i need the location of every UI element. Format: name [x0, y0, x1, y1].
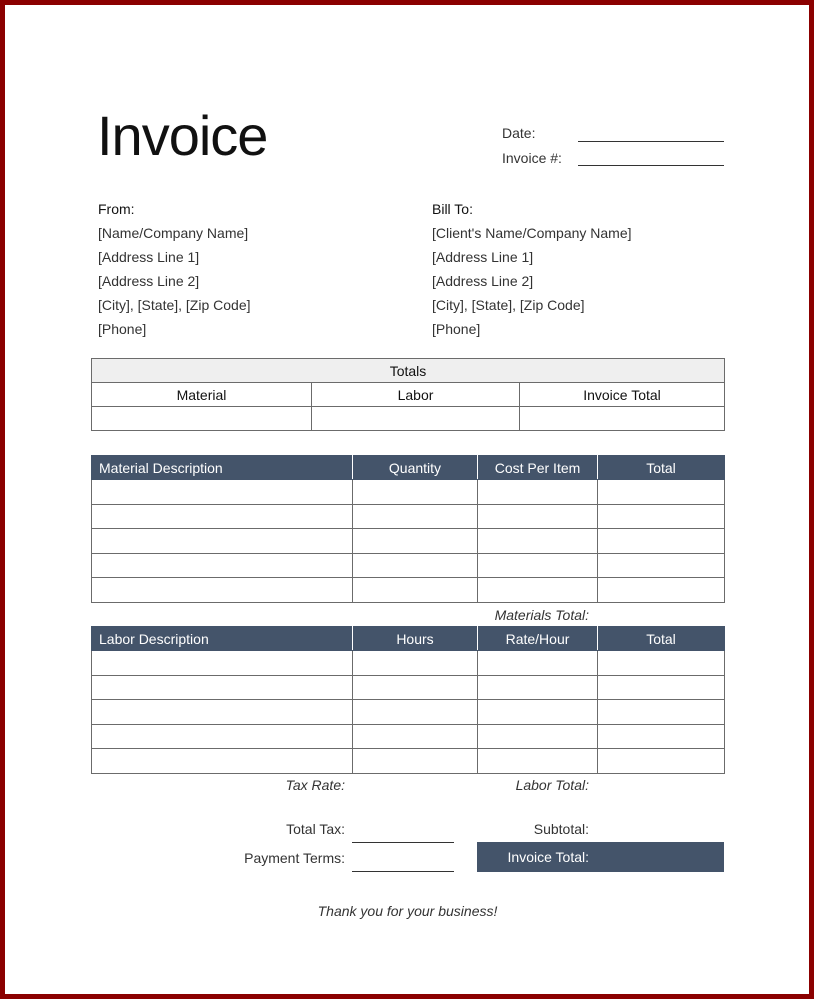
- table-cell[interactable]: [353, 553, 478, 578]
- totals-labor-cell[interactable]: [312, 407, 520, 431]
- labor-col-hours: Hours: [353, 627, 478, 651]
- table-cell[interactable]: [92, 749, 353, 774]
- table-cell[interactable]: [353, 675, 478, 700]
- materials-col-cost: Cost Per Item: [478, 456, 598, 480]
- labor-col-total: Total: [598, 627, 725, 651]
- table-row: [92, 749, 725, 774]
- materials-col-description: Material Description: [92, 456, 353, 480]
- totals-material-cell[interactable]: [92, 407, 312, 431]
- table-row: [92, 700, 725, 725]
- from-line-address2[interactable]: [Address Line 2]: [98, 273, 200, 289]
- table-row: [92, 504, 725, 529]
- table-cell[interactable]: [478, 504, 598, 529]
- table-cell[interactable]: [598, 675, 725, 700]
- table-row: [92, 724, 725, 749]
- table-cell[interactable]: [92, 529, 353, 554]
- materials-col-quantity: Quantity: [353, 456, 478, 480]
- table-cell[interactable]: [478, 700, 598, 725]
- from-line-address1[interactable]: [Address Line 1]: [98, 249, 200, 265]
- bill-to-heading: Bill To:: [432, 201, 473, 217]
- bill-to-line-address2[interactable]: [Address Line 2]: [432, 273, 534, 289]
- table-cell[interactable]: [478, 651, 598, 676]
- table-cell[interactable]: [92, 675, 353, 700]
- totals-banner: Totals: [92, 359, 725, 383]
- table-row: [92, 578, 725, 603]
- table-cell[interactable]: [92, 724, 353, 749]
- totals-table: [91, 358, 725, 431]
- from-heading: From:: [98, 201, 135, 217]
- table-cell[interactable]: [598, 749, 725, 774]
- date-label: Date:: [502, 125, 536, 141]
- table-cell[interactable]: [353, 749, 478, 774]
- table-cell[interactable]: [478, 675, 598, 700]
- table-row: [92, 553, 725, 578]
- invoice-total-label: Invoice Total:: [507, 849, 589, 865]
- table-cell[interactable]: [598, 553, 725, 578]
- labor-table: [91, 626, 725, 774]
- date-field[interactable]: [578, 141, 724, 142]
- table-row: [92, 480, 725, 505]
- tax-rate-label: Tax Rate:: [285, 777, 345, 793]
- table-row: [92, 651, 725, 676]
- table-cell[interactable]: [353, 529, 478, 554]
- table-cell[interactable]: [478, 480, 598, 505]
- table-cell[interactable]: [353, 724, 478, 749]
- table-cell[interactable]: [92, 578, 353, 603]
- table-cell[interactable]: [598, 578, 725, 603]
- bill-to-line-address1[interactable]: [Address Line 1]: [432, 249, 534, 265]
- thank-you-note: Thank you for your business!: [317, 903, 498, 919]
- from-line-name[interactable]: [Name/Company Name]: [98, 225, 249, 241]
- invoice-title: Invoice: [97, 104, 268, 167]
- labor-col-description: Labor Description: [92, 627, 353, 651]
- materials-total-label: Materials Total:: [494, 607, 589, 623]
- bill-to-line-name[interactable]: [Client's Name/Company Name]: [432, 225, 632, 241]
- table-cell[interactable]: [598, 724, 725, 749]
- table-cell[interactable]: [353, 651, 478, 676]
- table-cell[interactable]: [92, 480, 353, 505]
- table-cell[interactable]: [92, 553, 353, 578]
- table-cell[interactable]: [598, 504, 725, 529]
- totals-col-labor: Labor: [312, 383, 520, 407]
- total-tax-label: Total Tax:: [286, 821, 345, 837]
- subtotal-label: Subtotal:: [533, 821, 589, 837]
- from-line-phone[interactable]: [Phone]: [98, 321, 147, 337]
- table-cell[interactable]: [478, 578, 598, 603]
- table-cell[interactable]: [92, 700, 353, 725]
- from-line-city[interactable]: [City], [State], [Zip Code]: [98, 297, 251, 313]
- payment-terms-field[interactable]: [352, 871, 454, 872]
- table-cell[interactable]: [598, 480, 725, 505]
- table-cell[interactable]: [353, 480, 478, 505]
- bill-to-line-phone[interactable]: [Phone]: [432, 321, 481, 337]
- labor-col-rate: Rate/Hour: [478, 627, 598, 651]
- labor-total-label: Labor Total:: [515, 777, 589, 793]
- table-cell[interactable]: [478, 553, 598, 578]
- table-cell[interactable]: [598, 651, 725, 676]
- table-cell[interactable]: [478, 724, 598, 749]
- table-cell[interactable]: [478, 749, 598, 774]
- payment-terms-label: Payment Terms:: [244, 850, 345, 866]
- invoice-total-bar: [477, 842, 724, 872]
- table-cell[interactable]: [92, 504, 353, 529]
- table-row: [92, 675, 725, 700]
- from-block: [98, 197, 398, 341]
- total-tax-field[interactable]: [352, 842, 454, 843]
- table-cell[interactable]: [353, 504, 478, 529]
- materials-table: [91, 455, 725, 603]
- bill-to-block: [432, 197, 732, 341]
- table-cell[interactable]: [353, 700, 478, 725]
- totals-col-material: Material: [92, 383, 312, 407]
- table-cell[interactable]: [478, 529, 598, 554]
- invoice-number-field[interactable]: [578, 165, 724, 166]
- table-cell[interactable]: [353, 578, 478, 603]
- materials-col-total: Total: [598, 456, 725, 480]
- bill-to-line-city[interactable]: [City], [State], [Zip Code]: [432, 297, 585, 313]
- table-row: [92, 529, 725, 554]
- table-cell[interactable]: [598, 700, 725, 725]
- totals-invoice-total-cell[interactable]: [520, 407, 725, 431]
- invoice-number-label: Invoice #:: [502, 150, 562, 166]
- table-cell[interactable]: [598, 529, 725, 554]
- table-cell[interactable]: [92, 651, 353, 676]
- totals-col-invoice-total: Invoice Total: [520, 383, 725, 407]
